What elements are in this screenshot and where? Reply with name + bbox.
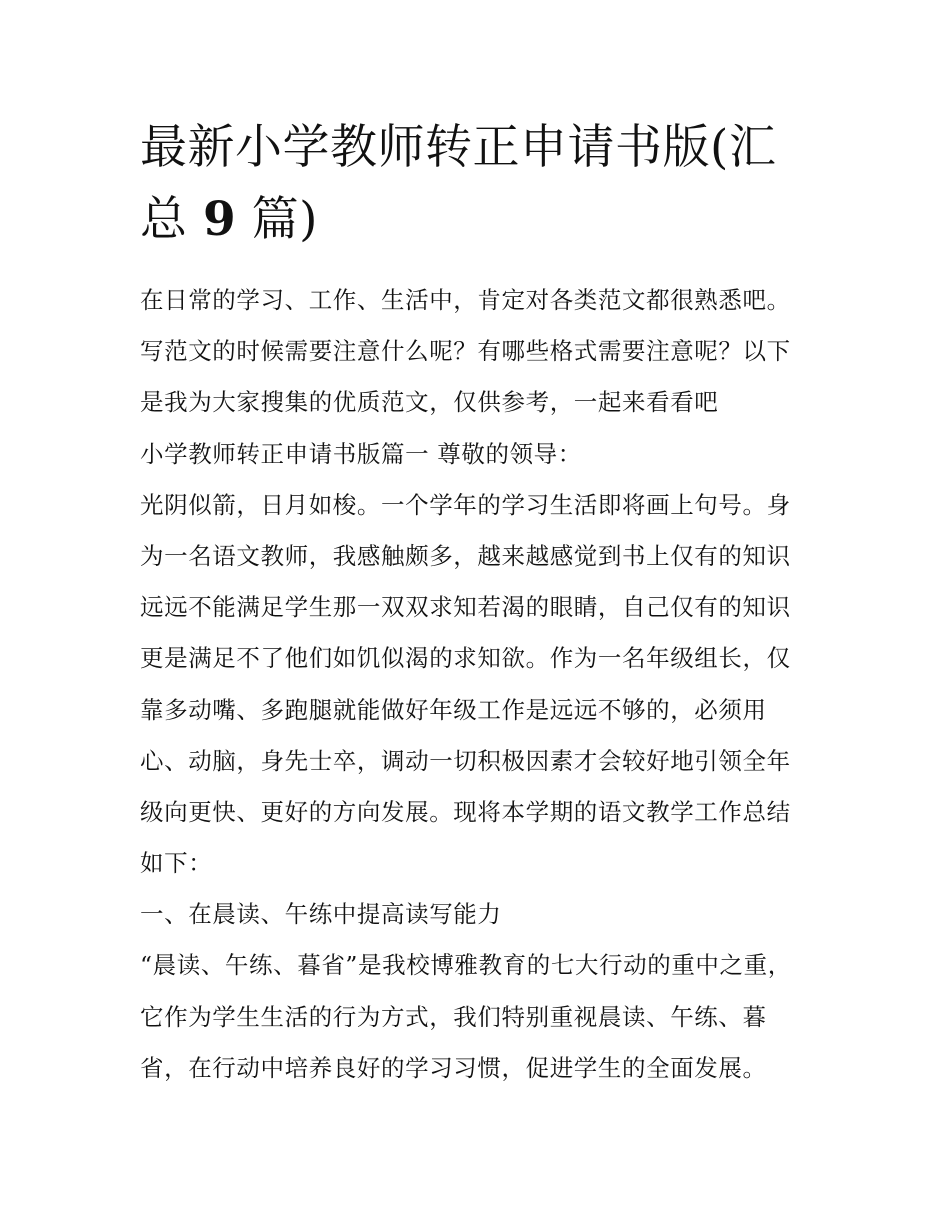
body-line-p1-6: 心、动脑，身先士卒，调动一切积极因素才会较好地引领全年: [140, 746, 791, 775]
body-line-p2-3: 省，在行动中培养良好的学习习惯，促进学生的全面发展。: [140, 1053, 767, 1082]
body-line-p2-2: 它作为学生生活的行为方式，我们特别重视晨读、午练、暮: [140, 1002, 767, 1031]
body-line-intro-2: 写范文的时候需要注意什么呢？有哪些格式需要注意呢？以下: [140, 337, 791, 366]
body-line-p2-1: “晨读、午练、暮省”是我校博雅教育的七大行动的重中之重，: [140, 951, 792, 980]
title-line-1: 最新小学教师转正申请书版(汇: [140, 120, 777, 175]
body-line-p1-8: 如下：: [140, 849, 213, 878]
body-line-p1-4: 更是满足不了他们如饥似渴的求知欲。作为一名年级组长，仅: [140, 644, 791, 673]
body-line-p1-7: 级向更快、更好的方向发展。现将本学期的语文教学工作总结: [140, 797, 791, 826]
body-line-intro-1: 在日常的学习、工作、生活中，肯定对各类范文都很熟悉吧。: [140, 286, 791, 314]
body-line-p1-3: 远远不能满足学生那一双双求知若渴的眼睛，自己仅有的知识: [140, 593, 791, 622]
section-heading-salutation: 小学教师转正申请书版篇一 尊敬的领导：: [140, 439, 582, 468]
body-line-intro-3: 是我为大家搜集的优质范文，仅供参考，一起来看看吧: [140, 388, 719, 417]
subheading-1: 一、在晨读、午练中提高读写能力: [140, 900, 502, 929]
title-number: 9: [202, 192, 237, 247]
body-line-p1-5: 靠多动嘴、多跑腿就能做好年级工作是远远不够的，必须用: [140, 695, 767, 724]
document-body: [140, 275, 830, 1094]
title-line-2: 总 9 篇): [140, 192, 318, 247]
document-title: [140, 112, 830, 256]
body-line-p1-2: 为一名语文教师，我感触颇多，越来越感觉到书上仅有的知识: [140, 541, 791, 570]
body-line-p1-1: 光阴似箭，日月如梭。一个学年的学习生活即将画上句号。身: [140, 490, 791, 519]
